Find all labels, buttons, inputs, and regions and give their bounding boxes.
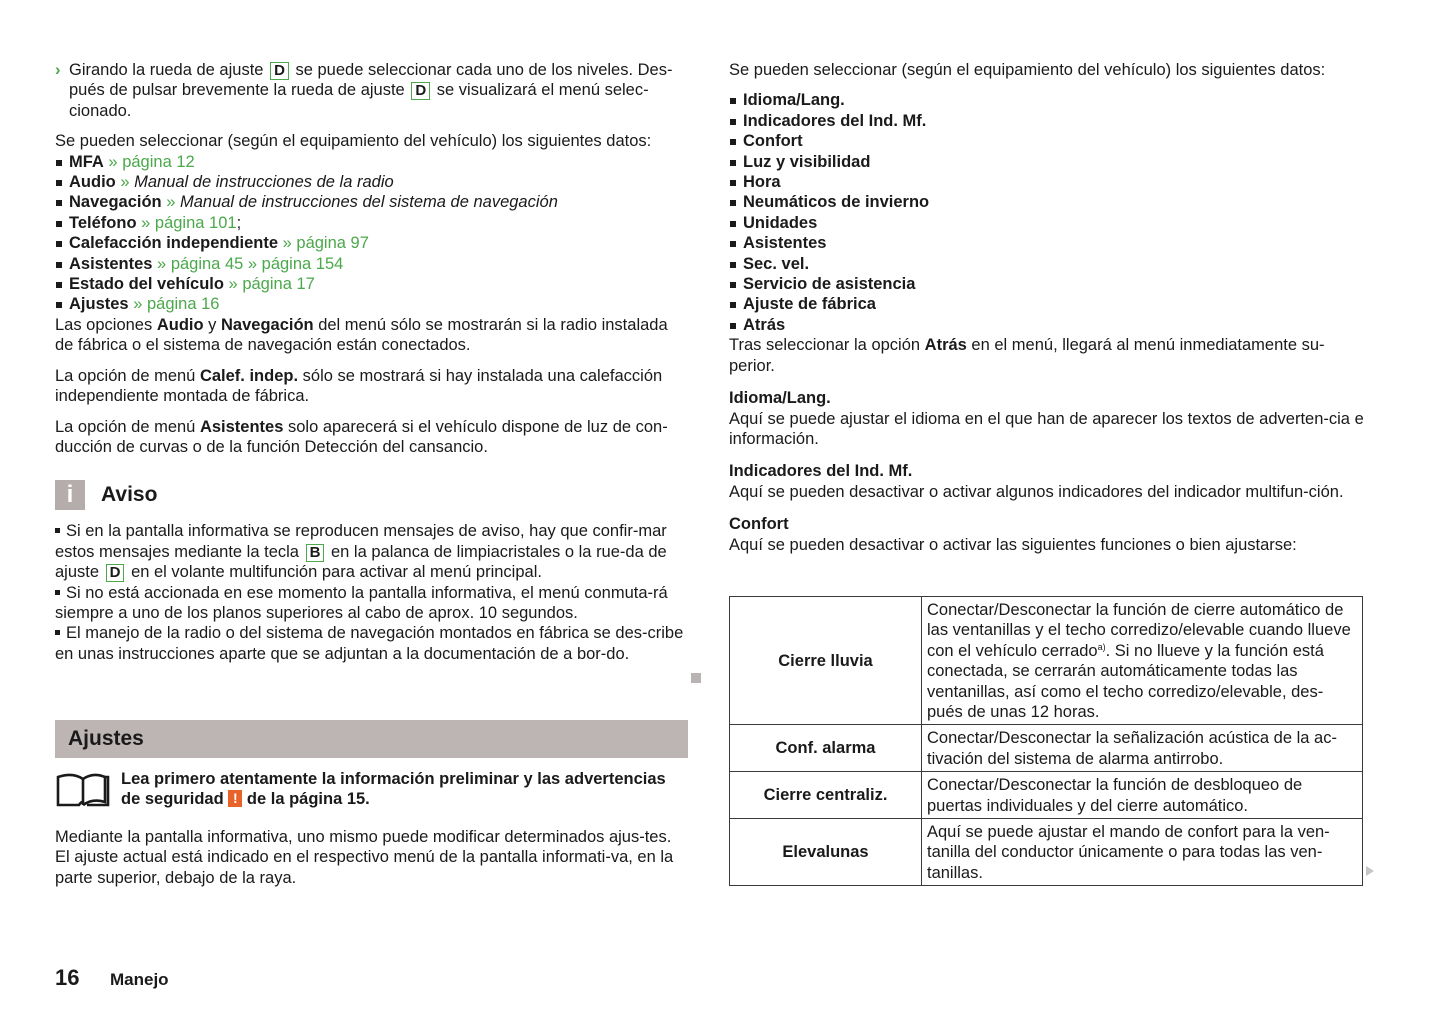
page-footer <box>55 965 169 990</box>
left-column <box>55 60 688 664</box>
chapter-title: Manejo <box>110 970 169 989</box>
confort-table <box>729 596 1363 886</box>
list-item: Servicio de asistencia <box>729 274 1364 294</box>
section-intro: Mediante la pantalla informativa, uno mismo puede modificar determinados ajus-tes. El ajuste actual está indicado en el respectivo menú de la pantalla informati-va, en la parte superior, debajo de la raya. <box>55 828 674 887</box>
note-calefaccion: La opción de menú Calef. indep. sólo se mostrará si hay instalada una calefacción independiente montada de fábrica. <box>55 366 663 406</box>
subheading-confort: Confort <box>729 515 789 534</box>
read-first-notice: Lea primero atentamente la información preliminar y las advertencias de seguridad ! de la página 15. <box>55 769 688 810</box>
table-value: Conectar/Desconectar la función de desbloqueo de puertas individuales y del cierre automático. <box>922 772 1363 819</box>
list-item: MFA » página 12 <box>55 152 688 172</box>
subheading-idioma: Idioma/Lang. <box>729 389 831 408</box>
settings-options-list <box>729 90 1364 335</box>
table-row <box>730 597 1363 725</box>
list-item: Neumáticos de invierno <box>729 192 1364 212</box>
table-key: Conf. alarma <box>730 725 922 772</box>
step-arrow-icon: › <box>55 61 61 79</box>
book-icon <box>55 769 111 809</box>
list-item: Hora <box>729 172 1364 192</box>
aviso-item: El manejo de la radio o del sistema de navegación montados en fábrica se des-cribe en unas instrucciones aparte que se adjuntan a la documentación de a bor-do. <box>55 624 684 663</box>
page-link[interactable]: página 101 <box>154 213 237 232</box>
table-key: Cierre centraliz. <box>730 772 922 819</box>
list-item: Idioma/Lang. <box>729 90 1364 110</box>
table-value: Aquí se puede ajustar el mando de confort para la ven-tanilla del conductor únicamente o para todas las ven-tanillas. <box>922 819 1363 886</box>
list-item: Calefacción independiente » página 97 <box>55 233 688 253</box>
table-key: Elevalunas <box>730 819 922 886</box>
bullet-icon <box>55 528 60 533</box>
footnote-ref: a) <box>1097 641 1106 652</box>
info-icon: i <box>55 480 85 510</box>
list-item: Atrás <box>729 315 1364 335</box>
menu-options-list <box>55 152 688 315</box>
section-end-mark-icon <box>691 673 701 683</box>
table-key: Cierre lluvia <box>730 597 922 725</box>
bullet-icon <box>55 630 60 635</box>
table-value: Conectar/Desconectar la señalización acústica de la ac-tivación del sistema de alarma antirrobo. <box>922 725 1363 772</box>
aviso-header <box>55 480 688 510</box>
list-item: Sec. vel. <box>729 254 1364 274</box>
intro-step: › Girando la rueda de ajuste D se puede seleccionar cada uno de los niveles. Des-pués de pulsar brevemente la rueda de ajuste D se visualizará el menú selec-cionado. <box>55 61 673 120</box>
list-item: Indicadores del Ind. Mf. <box>729 111 1364 131</box>
indicadores-text: Aquí se pueden desactivar o activar algunos indicadores del indicador multifun-ción. <box>729 482 1344 501</box>
table-row <box>730 725 1363 772</box>
aviso-body <box>55 521 688 664</box>
table-row <box>730 819 1363 886</box>
list-item: Teléfono » página 101; <box>55 213 688 233</box>
page-link[interactable]: página 45 » página 154 <box>170 254 344 273</box>
atras-note: Tras seleccionar la opción Atrás en el menú, llegará al menú inmediatamente su-perior. <box>729 336 1325 375</box>
page-link[interactable]: página 16 <box>146 295 220 314</box>
options-intro: Se pueden seleccionar (según el equipamiento del vehículo) los siguientes datos: <box>729 61 1326 79</box>
right-column <box>729 60 1364 555</box>
note-asistentes: La opción de menú Asistentes solo aparecerá si el vehículo dispone de luz de con-ducción de curvas o de la función Detección del cansancio. <box>55 417 668 456</box>
table-row <box>730 772 1363 819</box>
list-item: Navegación » Manual de instrucciones del sistema de navegación <box>55 192 688 212</box>
list-item: Confort <box>729 131 1364 151</box>
list-item: Estado del vehículo » página 17 <box>55 274 688 294</box>
confort-text: Aquí se pueden desactivar o activar las siguientes funciones o bien ajustarse: <box>729 535 1297 554</box>
page-number: 16 <box>55 965 80 990</box>
list-item: Unidades <box>729 213 1364 233</box>
bullet-icon <box>55 590 60 595</box>
page-link[interactable]: página 17 <box>242 275 315 294</box>
page-link[interactable]: página 12 <box>122 152 195 171</box>
table-value: Conectar/Desconectar la función de cierre automático de las ventanillas y el techo corredizo/elevable cuando llueve con el vehículo cerrado$^{a)}$. Si no llueve y la función está conectada, se cerrarán automáticamente todas las ventanillas, así como el techo corredizo/elevable, des-pués de unas 12 horas. <box>922 597 1363 725</box>
idioma-text: Aquí se puede ajustar el idioma en el que han de aparecer los textos de adverten-cia e información. <box>729 409 1364 448</box>
continue-arrow-icon <box>1366 866 1374 876</box>
key-d-icon: D <box>270 62 289 80</box>
options-intro: Se pueden seleccionar (según el equipamiento del vehículo) los siguientes datos: <box>55 132 652 151</box>
subheading-indicadores: Indicadores del Ind. Mf. <box>729 462 913 481</box>
list-item: Luz y visibilidad <box>729 152 1364 172</box>
section-title: Ajustes <box>68 726 144 750</box>
key-b-icon: B <box>306 544 325 562</box>
list-item: Ajustes » página 16 <box>55 294 688 314</box>
page-link[interactable]: página 97 <box>296 234 369 253</box>
section-header-bar <box>55 720 688 758</box>
list-item: Asistentes » página 45 » página 154 <box>55 254 688 274</box>
aviso-title: Aviso <box>101 483 158 507</box>
key-d-icon: D <box>411 82 430 100</box>
list-item: Ajuste de fábrica <box>729 294 1364 314</box>
key-d-icon: D <box>106 564 125 582</box>
warning-icon: ! <box>228 790 242 807</box>
note-audio-navigation: Las opciones Audio y Navegación del menú sólo se mostrarán si la radio instalada de fábrica o el sistema de navegación están conectados. <box>55 315 668 355</box>
list-item: Asistentes <box>729 233 1364 253</box>
aviso-item: Si no está accionada en ese momento la pantalla informativa, el menú conmuta-rá siempre a uno de los planos superiores al cabo de aprox. 10 segundos. <box>55 583 668 622</box>
aviso-item: Si en la pantalla informativa se reproducen mensajes de aviso, hay que confir-mar estos mensajes mediante la tecla B en la palanca de limpiacristales o la rue-da de ajuste D en el volante multifunción para activar al menú principal. <box>55 522 667 582</box>
list-item: Audio » Manual de instrucciones de la radio <box>55 172 688 192</box>
